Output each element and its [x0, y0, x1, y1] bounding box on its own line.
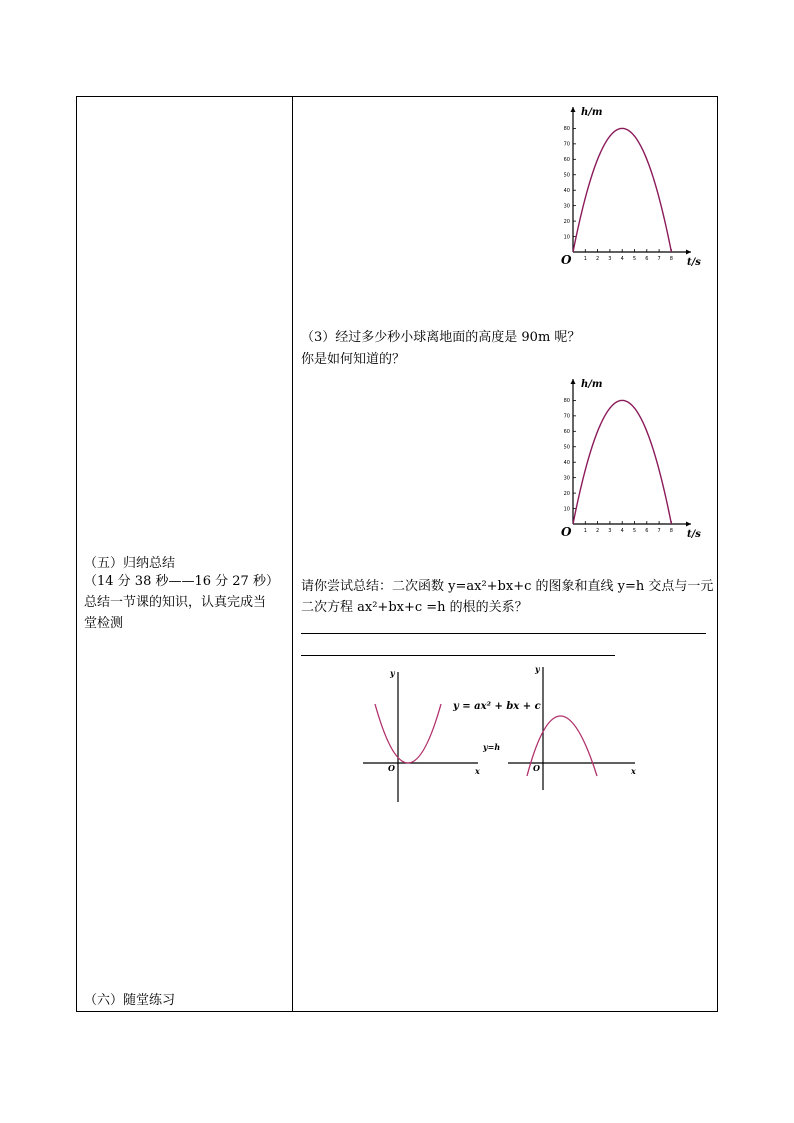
sketch1-x-label: x — [475, 766, 480, 776]
y-axis-arrow — [571, 379, 576, 384]
lesson-table — [76, 96, 718, 1012]
x-tick-label: 3 — [608, 256, 612, 262]
parabola-sketches — [353, 662, 653, 812]
y-tick-label: 70 — [563, 413, 570, 420]
x-tick-label: 4 — [620, 528, 624, 534]
y-tick-label: 60 — [563, 157, 570, 163]
y-tick-label: 10 — [563, 234, 570, 241]
x-axis-arrow — [686, 250, 691, 255]
sketch1-origin-label: O — [388, 763, 395, 773]
x-tick-label: 2 — [596, 256, 600, 262]
y-tick-label: 30 — [563, 475, 570, 482]
section6-title: （六）随堂练习 — [84, 993, 176, 1008]
right-column — [293, 97, 717, 1011]
height-time-graph-2 — [557, 379, 717, 549]
y-tick-label: 10 — [563, 506, 570, 513]
answer-line-2 — [301, 655, 615, 656]
y-axis-label: h/m — [581, 379, 603, 390]
sketch2-x-label: x — [631, 766, 636, 776]
x-tick-label: 2 — [596, 528, 600, 534]
x-tick-label: 8 — [669, 256, 673, 262]
x-tick-label: 1 — [583, 256, 587, 262]
x-tick-label: 6 — [645, 528, 649, 534]
origin-label: O — [561, 525, 572, 539]
question-3-line2: 你是如何知道的？ — [301, 352, 406, 367]
sketch-line-label: y=h — [483, 742, 501, 752]
y-tick-label: 30 — [563, 203, 570, 210]
section5-title: （五）归纳总结 — [84, 556, 176, 571]
height-curve — [573, 400, 671, 524]
x-tick-label: 5 — [632, 256, 637, 262]
x-axis-label: t/s — [687, 257, 701, 268]
x-tick-label: 7 — [657, 256, 661, 262]
x-tick-label: 1 — [583, 528, 587, 534]
x-tick-label: 7 — [657, 528, 661, 534]
origin-label: O — [561, 253, 572, 267]
x-tick-label: 5 — [632, 528, 637, 534]
y-tick-label: 50 — [563, 172, 570, 179]
summary-line2: 二次方程 ax²+bx+c =h 的根的关系？ — [301, 600, 528, 615]
left-column — [77, 97, 292, 1011]
x-tick-label: 8 — [669, 528, 673, 534]
sketch1-upward-parabola — [375, 704, 441, 763]
sketch1-y-label: y — [390, 668, 395, 678]
y-tick-label: 20 — [563, 218, 570, 225]
height-time-graph-1 — [557, 107, 717, 277]
y-tick-label: 70 — [563, 141, 570, 148]
y-tick-label: 80 — [563, 398, 570, 405]
x-axis-label: t/s — [687, 529, 701, 540]
summary-line1: 请你尝试总结：二次函数 y=ax²+bx+c 的图象和直线 y=h 交点与一元 — [301, 579, 714, 594]
section5-desc-line2: 堂检测 — [84, 616, 124, 631]
y-tick-label: 50 — [563, 444, 570, 451]
y-axis-arrow — [571, 107, 576, 112]
y-tick-label: 20 — [563, 490, 570, 497]
y-tick-label: 60 — [563, 429, 570, 435]
section5-time: （14 分 38 秒——16 分 27 秒） — [84, 574, 279, 589]
sketch-equation-label: y = ax² + bx + c — [453, 701, 541, 712]
x-axis-arrow — [686, 522, 691, 527]
x-tick-label: 4 — [620, 256, 624, 262]
answer-line-1 — [301, 633, 706, 634]
x-tick-label: 6 — [645, 256, 649, 262]
x-tick-label: 3 — [608, 528, 612, 534]
sketch2-y-label: y — [535, 664, 540, 674]
y-axis-label: h/m — [581, 107, 603, 118]
y-tick-label: 40 — [563, 459, 570, 466]
section5-desc-line1: 总结一节课的知识，认真完成当 — [84, 595, 267, 610]
y-tick-label: 40 — [563, 187, 570, 194]
height-curve — [573, 128, 671, 252]
y-tick-label: 80 — [563, 126, 570, 133]
sketch2-origin-label: O — [533, 763, 540, 773]
question-3-line1: （3）经过多少秒小球离地面的高度是 90m 呢？ — [301, 330, 581, 345]
